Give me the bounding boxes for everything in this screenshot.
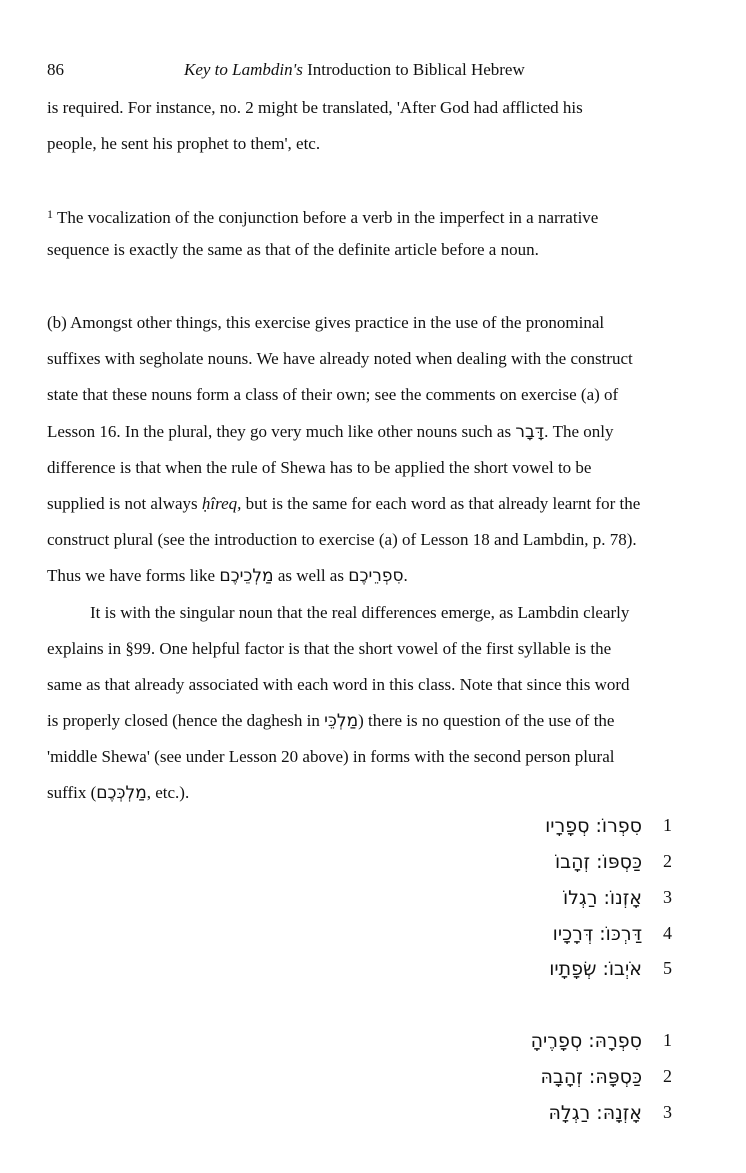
section-b-line-4 (47, 421, 613, 443)
footnote-marker: 1 (47, 207, 53, 221)
hebrew-word-davar: דָּבָר (515, 422, 545, 442)
para2-line-4-a: is properly closed (hence the daghesh in (47, 711, 325, 730)
term-hireq: ḥîreq, (201, 494, 242, 513)
exercise-number: 3 (663, 887, 672, 907)
exercise-2-item-1 (420, 1030, 680, 1058)
running-title (184, 60, 525, 80)
section-b-line-6-a: supplied is not always (47, 494, 202, 513)
section-b-line-6-b: but is the same for each word as that already learnt for the (241, 494, 641, 513)
running-title-rest: Introduction to Biblical Hebrew (302, 60, 525, 79)
section-b-line-4-b: . The only (544, 422, 614, 441)
exercise-hebrew: סִפְרָהּ: סְפָרֶיהָ (530, 1030, 642, 1052)
section-b-line-8-c: . (403, 566, 408, 585)
exercise-1-item-3 (420, 887, 680, 915)
section-b-line-4-a: Lesson 16. In the plural, they go very much like other nouns such as (47, 422, 516, 441)
section-b-line-8-a: Thus we have forms like (47, 566, 220, 585)
para2-line-6 (47, 782, 189, 804)
exercise-hebrew: אֹיְבוֹ: שְׂפָתָיו (549, 958, 642, 980)
section-b-line-7: construct plural (see the introduction to exercise (a) of Lesson 18 and Lambdin, p. 78). (47, 530, 637, 549)
footnote-text-1: The vocalization of the conjunction before a verb in the imperfect in a narrative (53, 208, 599, 227)
section-b-line-8 (47, 565, 408, 587)
intro-line-2: people, he sent his prophet to them', etc. (47, 134, 321, 153)
exercise-number: 4 (663, 923, 672, 943)
exercise-hebrew: כַּסְפָּהּ: זְהָבָהּ (540, 1066, 642, 1088)
para2-line-6-b: , etc.). (146, 783, 190, 802)
exercise-hebrew: סִפְרוֹ: סְפָרָיו (545, 815, 642, 837)
exercise-number: 5 (663, 958, 672, 978)
exercise-hebrew: דַּרְכּוֹ: דְּרָכָיו (552, 923, 642, 945)
para2-line-5: 'middle Shewa' (see under Lesson 20 above) in forms with the second person plural (47, 747, 615, 766)
para2-line-4 (47, 710, 614, 732)
exercise-1-item-5 (420, 958, 680, 986)
para2-line-6-a: suffix ( (47, 783, 97, 802)
exercise-hebrew: אָזְנוֹ: רַגְלוֹ (562, 887, 642, 909)
para2-line-1: It is with the singular noun that the real differences emerge, as Lambdin clearly (90, 603, 630, 622)
hebrew-word-malkei: מַלְכֵּי (324, 711, 359, 731)
intro-line-1: is required. For instance, no. 2 might be translated, 'After God had afflicted his (47, 98, 583, 117)
para2-line-2: explains in §99. One helpful factor is that the short vowel of the first syllable is the (47, 639, 612, 658)
exercise-hebrew: אָזְנָהּ: רַגְלָהּ (548, 1102, 642, 1124)
hebrew-word-malkekhem-sing: מַלְכְּכֶם (96, 783, 147, 803)
page-header (47, 60, 687, 84)
exercise-number: 2 (663, 851, 672, 871)
exercise-2-item-3 (420, 1102, 680, 1130)
running-title-italic: Key to Lambdin's (184, 60, 303, 79)
footnote-line-2: sequence is exactly the same as that of the definite article before a noun. (47, 240, 539, 259)
exercise-number: 1 (663, 815, 672, 835)
section-b-line-3: state that these nouns form a class of their own; see the comments on exercise (a) of (47, 385, 619, 404)
exercise-1-item-1 (420, 815, 680, 843)
section-b-line-2: suffixes with segholate nouns. We have already noted when dealing with the construct (47, 349, 633, 368)
exercise-hebrew: כַּסְפּוֹ: זְהָבוֹ (554, 851, 642, 873)
section-b-line-8-b: as well as (273, 566, 349, 585)
hebrew-word-malkekhem: מַלְכֵיכֶם (219, 566, 274, 586)
para2-line-3: same as that already associated with each word in this class. Note that since this word (47, 675, 630, 694)
section-b-line-1: (b) Amongst other things, this exercise gives practice in the use of the pronominal (47, 313, 605, 332)
hebrew-word-sifrekhem: סִפְרֵיכֶם (348, 566, 404, 586)
page-number: 86 (47, 60, 64, 79)
exercise-number: 3 (663, 1102, 672, 1122)
para2-line-4-b: ) there is no question of the use of the (358, 711, 615, 730)
exercise-number: 1 (663, 1030, 672, 1050)
exercise-2-item-2 (420, 1066, 680, 1094)
exercise-1-item-4 (420, 923, 680, 951)
footnote-line-1 (47, 203, 598, 229)
section-b-line-5: difference is that when the rule of Shewa has to be applied the short vowel to be (47, 458, 592, 477)
exercise-number: 2 (663, 1066, 672, 1086)
exercise-1-item-2 (420, 851, 680, 879)
section-b-line-6 (47, 493, 640, 515)
